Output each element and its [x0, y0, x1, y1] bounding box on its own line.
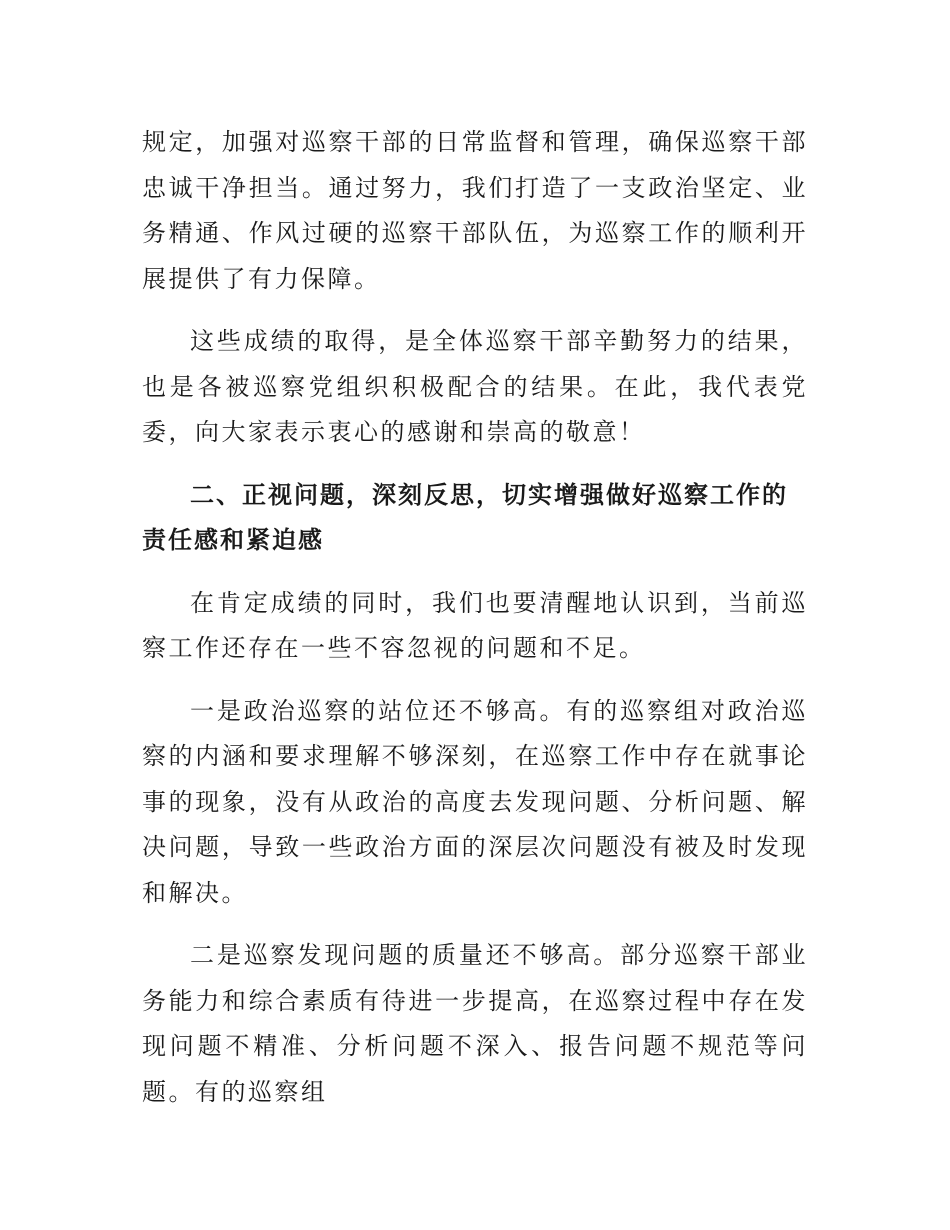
paragraph-problem-1: 一是政治巡察的站位还不够高。有的巡察组对政治巡察的内涵和要求理解不够深刻，在巡察工作中存在就事论事的现象，没有从政治的高度去发现问题、分析问题、解决问题，导致一些政治方面的深层次问题没有被及时发现和解决。 [142, 696, 808, 907]
paragraph-problems-intro: 在肯定成绩的同时，我们也要清醒地认识到，当前巡察工作还存在一些不容忽视的问题和不足。 [142, 588, 808, 662]
section-heading-2: 二、正视问题，深刻反思，切实增强做好巡察工作的责任感和紧迫感 [142, 480, 788, 554]
paragraph-achievements-thanks: 这些成绩的取得，是全体巡察干部辛勤努力的结果，也是各被巡察党组织积极配合的结果。在此，我代表党委，向大家表示衷心的感谢和崇高的敬意！ [142, 327, 808, 446]
paragraph-continuation: 规定，加强对巡察干部的日常监督和管理，确保巡察干部忠诚干净担当。通过努力，我们打造了一支政治坚定、业务精通、作风过硬的巡察干部队伍，为巡察工作的顺利开展提供了有力保障。 [142, 128, 808, 293]
document-body [142, 120, 808, 1132]
paragraph-problem-2: 二是巡察发现问题的质量还不够高。部分巡察干部业务能力和综合素质有待进一步提高，在巡察过程中存在发现问题不精准、分析问题不深入、报告问题不规范等问题。有的巡察组 [142, 941, 808, 1106]
